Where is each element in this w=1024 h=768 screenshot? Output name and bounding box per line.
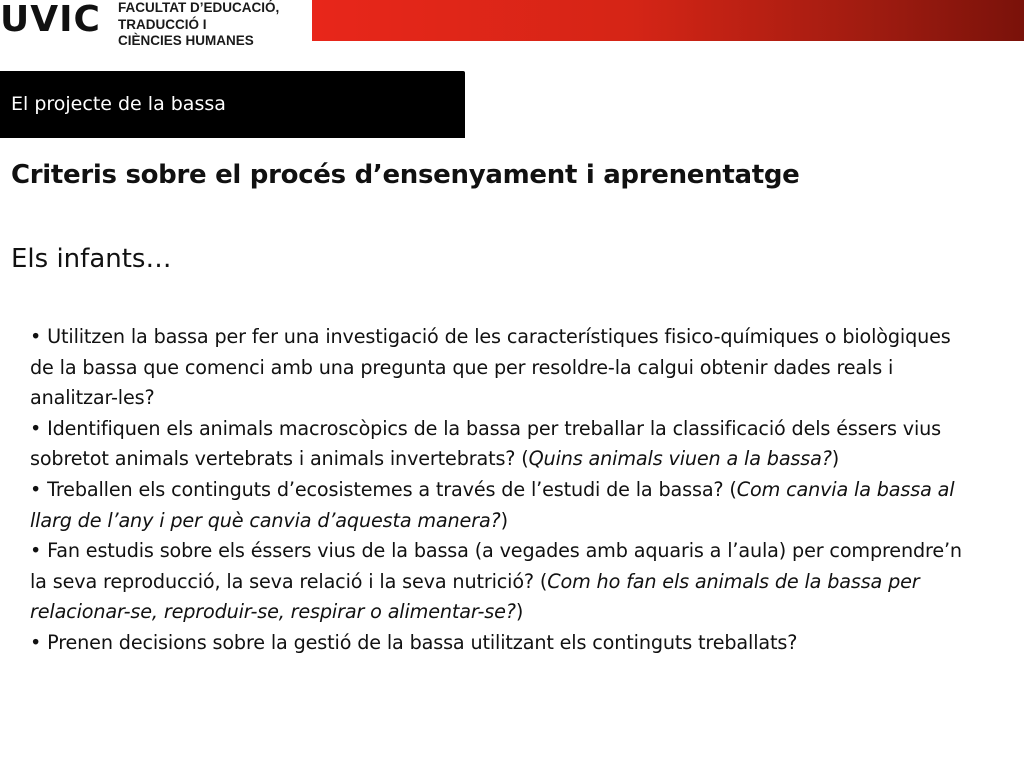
section-title: El projecte de la bassa [11,93,226,115]
slide-heading: Criteris sobre el procés d’ensenyament i aprenentatge [11,160,800,190]
faculty-name [118,0,279,50]
list-item: • Fan estudis sobre els éssers vius de la bassa (a vegades amb aquaris a l’aula) per comprendre’n la seva reproducció, la seva relació i la seva nutrició? (Com ho fan els animals de la bassa per relacionar-se, reproduir-se, respirar o alimentar-se?) [30,539,962,624]
list-item: • Prenen decisions sobre la gestió de la bassa utilitzant els continguts treballats? [30,630,798,654]
bullet-list [30,322,980,659]
faculty-line-1: FACULTAT D’EDUCACIÓ, [118,0,280,15]
slide-subheading: Els infants… [11,244,172,274]
list-item: • Utilitzen la bassa per fer una investigació de les característiques fisico-químiques o biològiques de la bassa que comenci amb una pregunta que per resoldre-la calgui obtenir dades reals i analitzar-les? [30,325,951,410]
header-red-bar [312,0,1024,41]
faculty-line-3: CIÈNCIES HUMANES [118,33,254,48]
uvic-logo [0,0,300,60]
section-title-box [0,71,465,138]
list-item: • Identifiquen els animals macroscòpics de la bassa per treballar la classificació dels éssers vius sobretot animals vertebrats i animals invertebrats? (Quins animals viuen a la bassa?) [30,416,941,471]
list-item: • Treballen els continguts d’ecosistemes a través de l’estudi de la bassa? (Com canvia la bassa al llarg de l’any i per què canvia d’aquesta manera?) [30,477,955,532]
faculty-line-2: TRADUCCIÓ I [118,16,207,32]
logo-mark: UVIC [0,0,101,40]
